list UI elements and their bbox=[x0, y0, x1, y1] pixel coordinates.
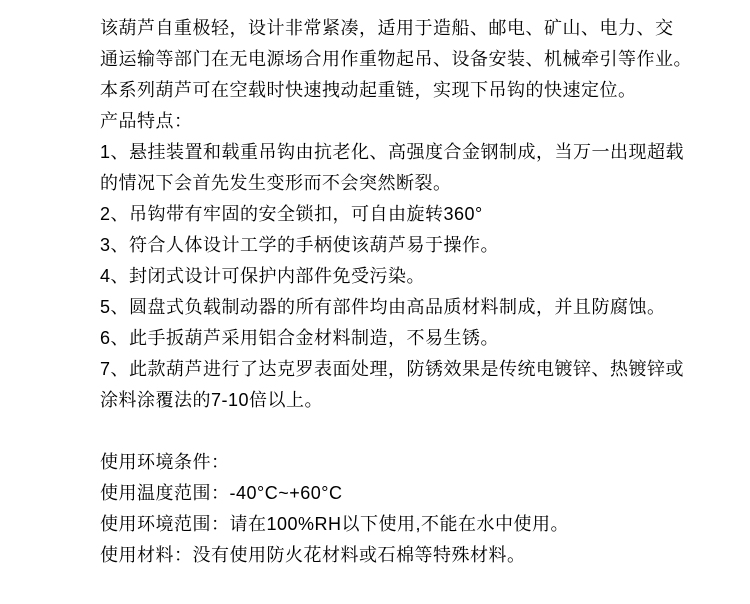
feature-item: 4、封闭式设计可保护内部件免受污染。 bbox=[100, 266, 426, 286]
feature-item: 6、此手扳葫芦采用铝合金材料制造，不易生锈。 bbox=[100, 328, 500, 348]
intro-paragraph bbox=[100, 13, 700, 106]
features-section bbox=[100, 106, 700, 416]
usage-section bbox=[100, 447, 700, 571]
feature-item: 5、圆盘式负载制动器的所有部件均由高品质材料制成，并且防腐蚀。 bbox=[100, 297, 666, 317]
usage-material-line: 使用材料：没有使用防火花材料或石棉等特殊材料。 bbox=[100, 545, 526, 565]
feature-item-continuation: 涂料涂覆法的7-10倍以上。 bbox=[100, 390, 324, 410]
feature-item: 2、吊钩带有牢固的安全锁扣，可自由旋转360° bbox=[100, 204, 483, 224]
feature-item-continuation: 的情况下会首先发生变形而不会突然断裂。 bbox=[100, 173, 452, 193]
usage-environment-line: 使用环境范围：请在100%RH以下使用,不能在水中使用。 bbox=[100, 514, 570, 534]
feature-item: 3、符合人体设计工学的手柄使该葫芦易于操作。 bbox=[100, 235, 500, 255]
intro-line: 通运输等部门在无电源场合用作重物起吊、设备安装、机械牵引等作业。 bbox=[100, 49, 692, 69]
feature-item: 7、此款葫芦进行了达克罗表面处理，防锈效果是传统电镀锌、热镀锌或 bbox=[100, 359, 685, 379]
blank-line bbox=[100, 416, 700, 447]
intro-line: 该葫芦自重极轻，设计非常紧凑，适用于造船、邮电、矿山、电力、交 bbox=[100, 18, 674, 38]
features-heading: 产品特点： bbox=[100, 111, 193, 131]
intro-line: 本系列葫芦可在空载时快速拽动起重链，实现下吊钩的快速定位。 bbox=[100, 80, 637, 100]
usage-heading: 使用环境条件： bbox=[100, 452, 230, 472]
product-description-document bbox=[100, 13, 700, 571]
usage-temperature-line: 使用温度范围：-40°C~+60°C bbox=[100, 483, 343, 503]
feature-item: 1、悬挂装置和载重吊钩由抗老化、高强度合金钢制成，当万一出现超载 bbox=[100, 142, 685, 162]
